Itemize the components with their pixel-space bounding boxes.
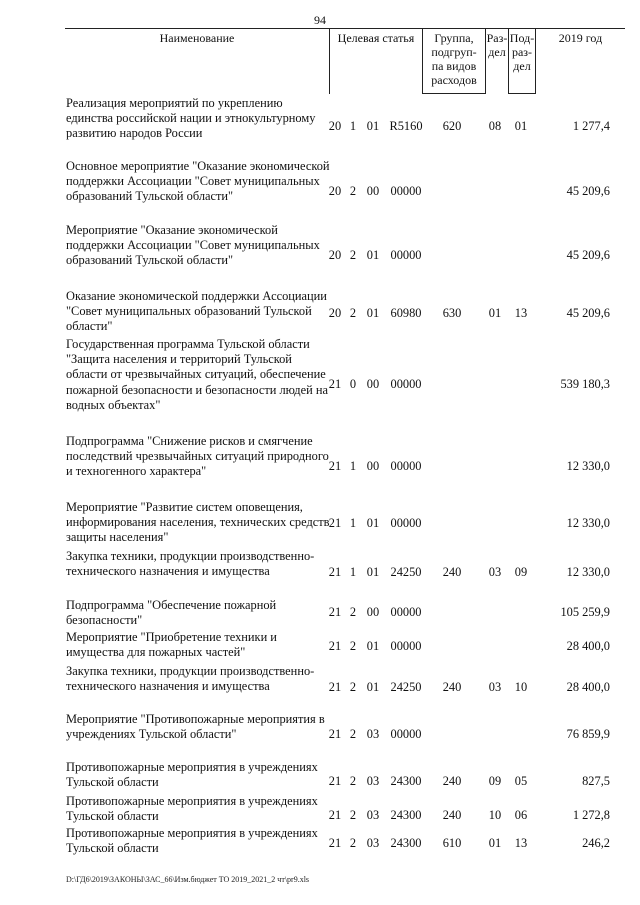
header-bottom-border xyxy=(422,93,486,94)
row-measure: 00 xyxy=(366,605,380,619)
row-subprogram: 1 xyxy=(349,119,357,133)
row-code: 24300 xyxy=(390,808,422,822)
header-top-border xyxy=(65,28,625,29)
row-measure: 01 xyxy=(366,680,380,694)
header-year: 2019 год xyxy=(558,31,603,45)
row-name: Реализация мероприятий по укреплению единства российской нации и этнокультурному развитию народов России xyxy=(66,96,316,141)
row-section: 03 xyxy=(488,565,502,579)
row-name: Мероприятие "Противопожарные мероприятия в учреждениях Тульской области" xyxy=(66,712,325,742)
row-section: 10 xyxy=(488,808,502,822)
row-group: 630 xyxy=(442,306,462,320)
row-group: 240 xyxy=(442,680,462,694)
row-program: 21 xyxy=(328,727,342,741)
row-subsection: 06 xyxy=(514,808,528,822)
row-measure: 03 xyxy=(366,836,380,850)
row-subsection: 13 xyxy=(514,836,528,850)
row-code: 00000 xyxy=(390,605,422,619)
row-subprogram: 1 xyxy=(349,459,357,473)
page-number: 94 xyxy=(314,13,326,27)
row-amount: 12 330,0 xyxy=(566,516,610,530)
row-subprogram: 2 xyxy=(349,774,357,788)
row-measure: 00 xyxy=(366,184,380,198)
row-name: Мероприятие "Оказание экономической поддержки Ассоциации "Совет муниципальных образований Тульской области" xyxy=(66,223,320,268)
row-code: 60980 xyxy=(390,306,422,320)
row-amount: 76 859,9 xyxy=(566,727,610,741)
row-program: 21 xyxy=(328,639,342,653)
row-subprogram: 2 xyxy=(349,248,357,262)
table-header xyxy=(65,28,625,94)
row-subprogram: 2 xyxy=(349,836,357,850)
row-subprogram: 2 xyxy=(349,808,357,822)
row-program: 21 xyxy=(328,377,342,391)
row-measure: 03 xyxy=(366,774,380,788)
row-group: 240 xyxy=(442,774,462,788)
row-subprogram: 2 xyxy=(349,306,357,320)
row-subprogram: 2 xyxy=(349,727,357,741)
row-group: 610 xyxy=(442,836,462,850)
row-group: 620 xyxy=(442,119,462,133)
row-group: 240 xyxy=(442,808,462,822)
row-section: 03 xyxy=(488,680,502,694)
row-program: 21 xyxy=(328,516,342,530)
header-target: Целевая статья xyxy=(337,31,415,45)
row-name: Государственная программа Тульской области "Защита населения и территорий Тульской области от чрезвычайных ситуаций, обеспечение пожарной безопасности и безопасности людей на водных объектах" xyxy=(66,337,328,412)
row-code: 00000 xyxy=(390,459,422,473)
row-program: 21 xyxy=(328,808,342,822)
row-amount: 12 330,0 xyxy=(566,565,610,579)
row-subprogram: 2 xyxy=(349,605,357,619)
row-subsection: 01 xyxy=(514,119,528,133)
row-measure: 01 xyxy=(366,119,380,133)
row-measure: 01 xyxy=(366,516,380,530)
row-measure: 00 xyxy=(366,377,380,391)
row-amount: 45 209,6 xyxy=(566,306,610,320)
header-section: Раз- дел xyxy=(486,31,508,59)
row-code: R5160 xyxy=(389,119,423,133)
row-program: 21 xyxy=(328,774,342,788)
row-code: 00000 xyxy=(390,639,422,653)
row-subprogram: 0 xyxy=(349,377,357,391)
row-amount: 45 209,6 xyxy=(566,184,610,198)
row-measure: 03 xyxy=(366,808,380,822)
row-subsection: 13 xyxy=(514,306,528,320)
row-subsection: 09 xyxy=(514,565,528,579)
row-program: 21 xyxy=(328,565,342,579)
row-measure: 03 xyxy=(366,727,380,741)
row-subprogram: 1 xyxy=(349,565,357,579)
header-group: Группа, подгруп- па видов расходов xyxy=(431,31,477,87)
row-code: 24250 xyxy=(390,680,422,694)
header-name: Наименование xyxy=(159,31,235,45)
row-code: 00000 xyxy=(390,248,422,262)
row-code: 24300 xyxy=(390,774,422,788)
row-name: Основное мероприятие "Оказание экономической поддержки Ассоциации "Совет муниципальных образований Тульской области" xyxy=(66,159,330,204)
row-code: 00000 xyxy=(390,377,422,391)
row-measure: 01 xyxy=(366,565,380,579)
row-group: 240 xyxy=(442,565,462,579)
row-measure: 01 xyxy=(366,306,380,320)
row-name: Закупка техники, продукции производственно-технического назначения и имущества xyxy=(66,549,315,579)
row-code: 00000 xyxy=(390,184,422,198)
row-measure: 01 xyxy=(366,639,380,653)
row-amount: 539 180,3 xyxy=(560,377,610,391)
row-measure: 01 xyxy=(366,248,380,262)
row-subsection: 10 xyxy=(514,680,528,694)
row-section: 09 xyxy=(488,774,502,788)
row-amount: 105 259,9 xyxy=(560,605,610,619)
row-amount: 827,5 xyxy=(582,774,610,788)
row-section: 08 xyxy=(488,119,502,133)
row-subsection: 05 xyxy=(514,774,528,788)
row-name: Мероприятие "Приобретение техники и имущества для пожарных частей" xyxy=(66,630,277,660)
row-subprogram: 2 xyxy=(349,680,357,694)
header-bottom-border xyxy=(508,93,536,94)
row-amount: 28 400,0 xyxy=(566,680,610,694)
row-program: 20 xyxy=(328,119,342,133)
row-code: 24250 xyxy=(390,565,422,579)
row-code: 00000 xyxy=(390,727,422,741)
row-name: Закупка техники, продукции производственно-технического назначения и имущества xyxy=(66,664,315,694)
row-name: Противопожарные мероприятия в учреждениях Тульской области xyxy=(66,760,318,790)
row-amount: 1 272,8 xyxy=(572,808,610,822)
row-section: 01 xyxy=(488,836,502,850)
row-amount: 1 277,4 xyxy=(572,119,610,133)
row-name: Подпрограмма "Снижение рисков и смягчение последствий чрезвычайных ситуаций природного и техногенного характера" xyxy=(66,434,329,479)
row-program: 21 xyxy=(328,605,342,619)
row-subprogram: 2 xyxy=(349,184,357,198)
row-code: 24300 xyxy=(390,836,422,850)
row-amount: 28 400,0 xyxy=(566,639,610,653)
row-amount: 45 209,6 xyxy=(566,248,610,262)
row-name: Подпрограмма "Обеспечение пожарной безопасности" xyxy=(66,598,277,628)
row-name: Противопожарные мероприятия в учреждениях Тульской области xyxy=(66,794,318,824)
file-path-footer: D:\ГД6\2019\ЗАКОНЫ\ЗАС_66\Изм.бюджет ТО 2019_2021_2 чт\pr9.xls xyxy=(66,875,310,884)
row-program: 20 xyxy=(328,248,342,262)
row-subprogram: 2 xyxy=(349,639,357,653)
row-amount: 246,2 xyxy=(582,836,610,850)
row-program: 20 xyxy=(328,184,342,198)
row-section: 01 xyxy=(488,306,502,320)
row-amount: 12 330,0 xyxy=(566,459,610,473)
row-name: Противопожарные мероприятия в учреждениях Тульской области xyxy=(66,826,318,856)
row-program: 21 xyxy=(328,459,342,473)
row-name: Мероприятие "Развитие систем оповещения, информирования населения, технических средств защиты населения" xyxy=(66,500,330,545)
row-measure: 00 xyxy=(366,459,380,473)
row-program: 20 xyxy=(328,306,342,320)
row-subprogram: 1 xyxy=(349,516,357,530)
row-program: 21 xyxy=(328,836,342,850)
header-subsection: Под- раз- дел xyxy=(509,31,535,73)
row-name: Оказание экономической поддержки Ассоциации "Совет муниципальных образований Тульской области" xyxy=(66,289,327,334)
row-program: 21 xyxy=(328,680,342,694)
row-code: 00000 xyxy=(390,516,422,530)
